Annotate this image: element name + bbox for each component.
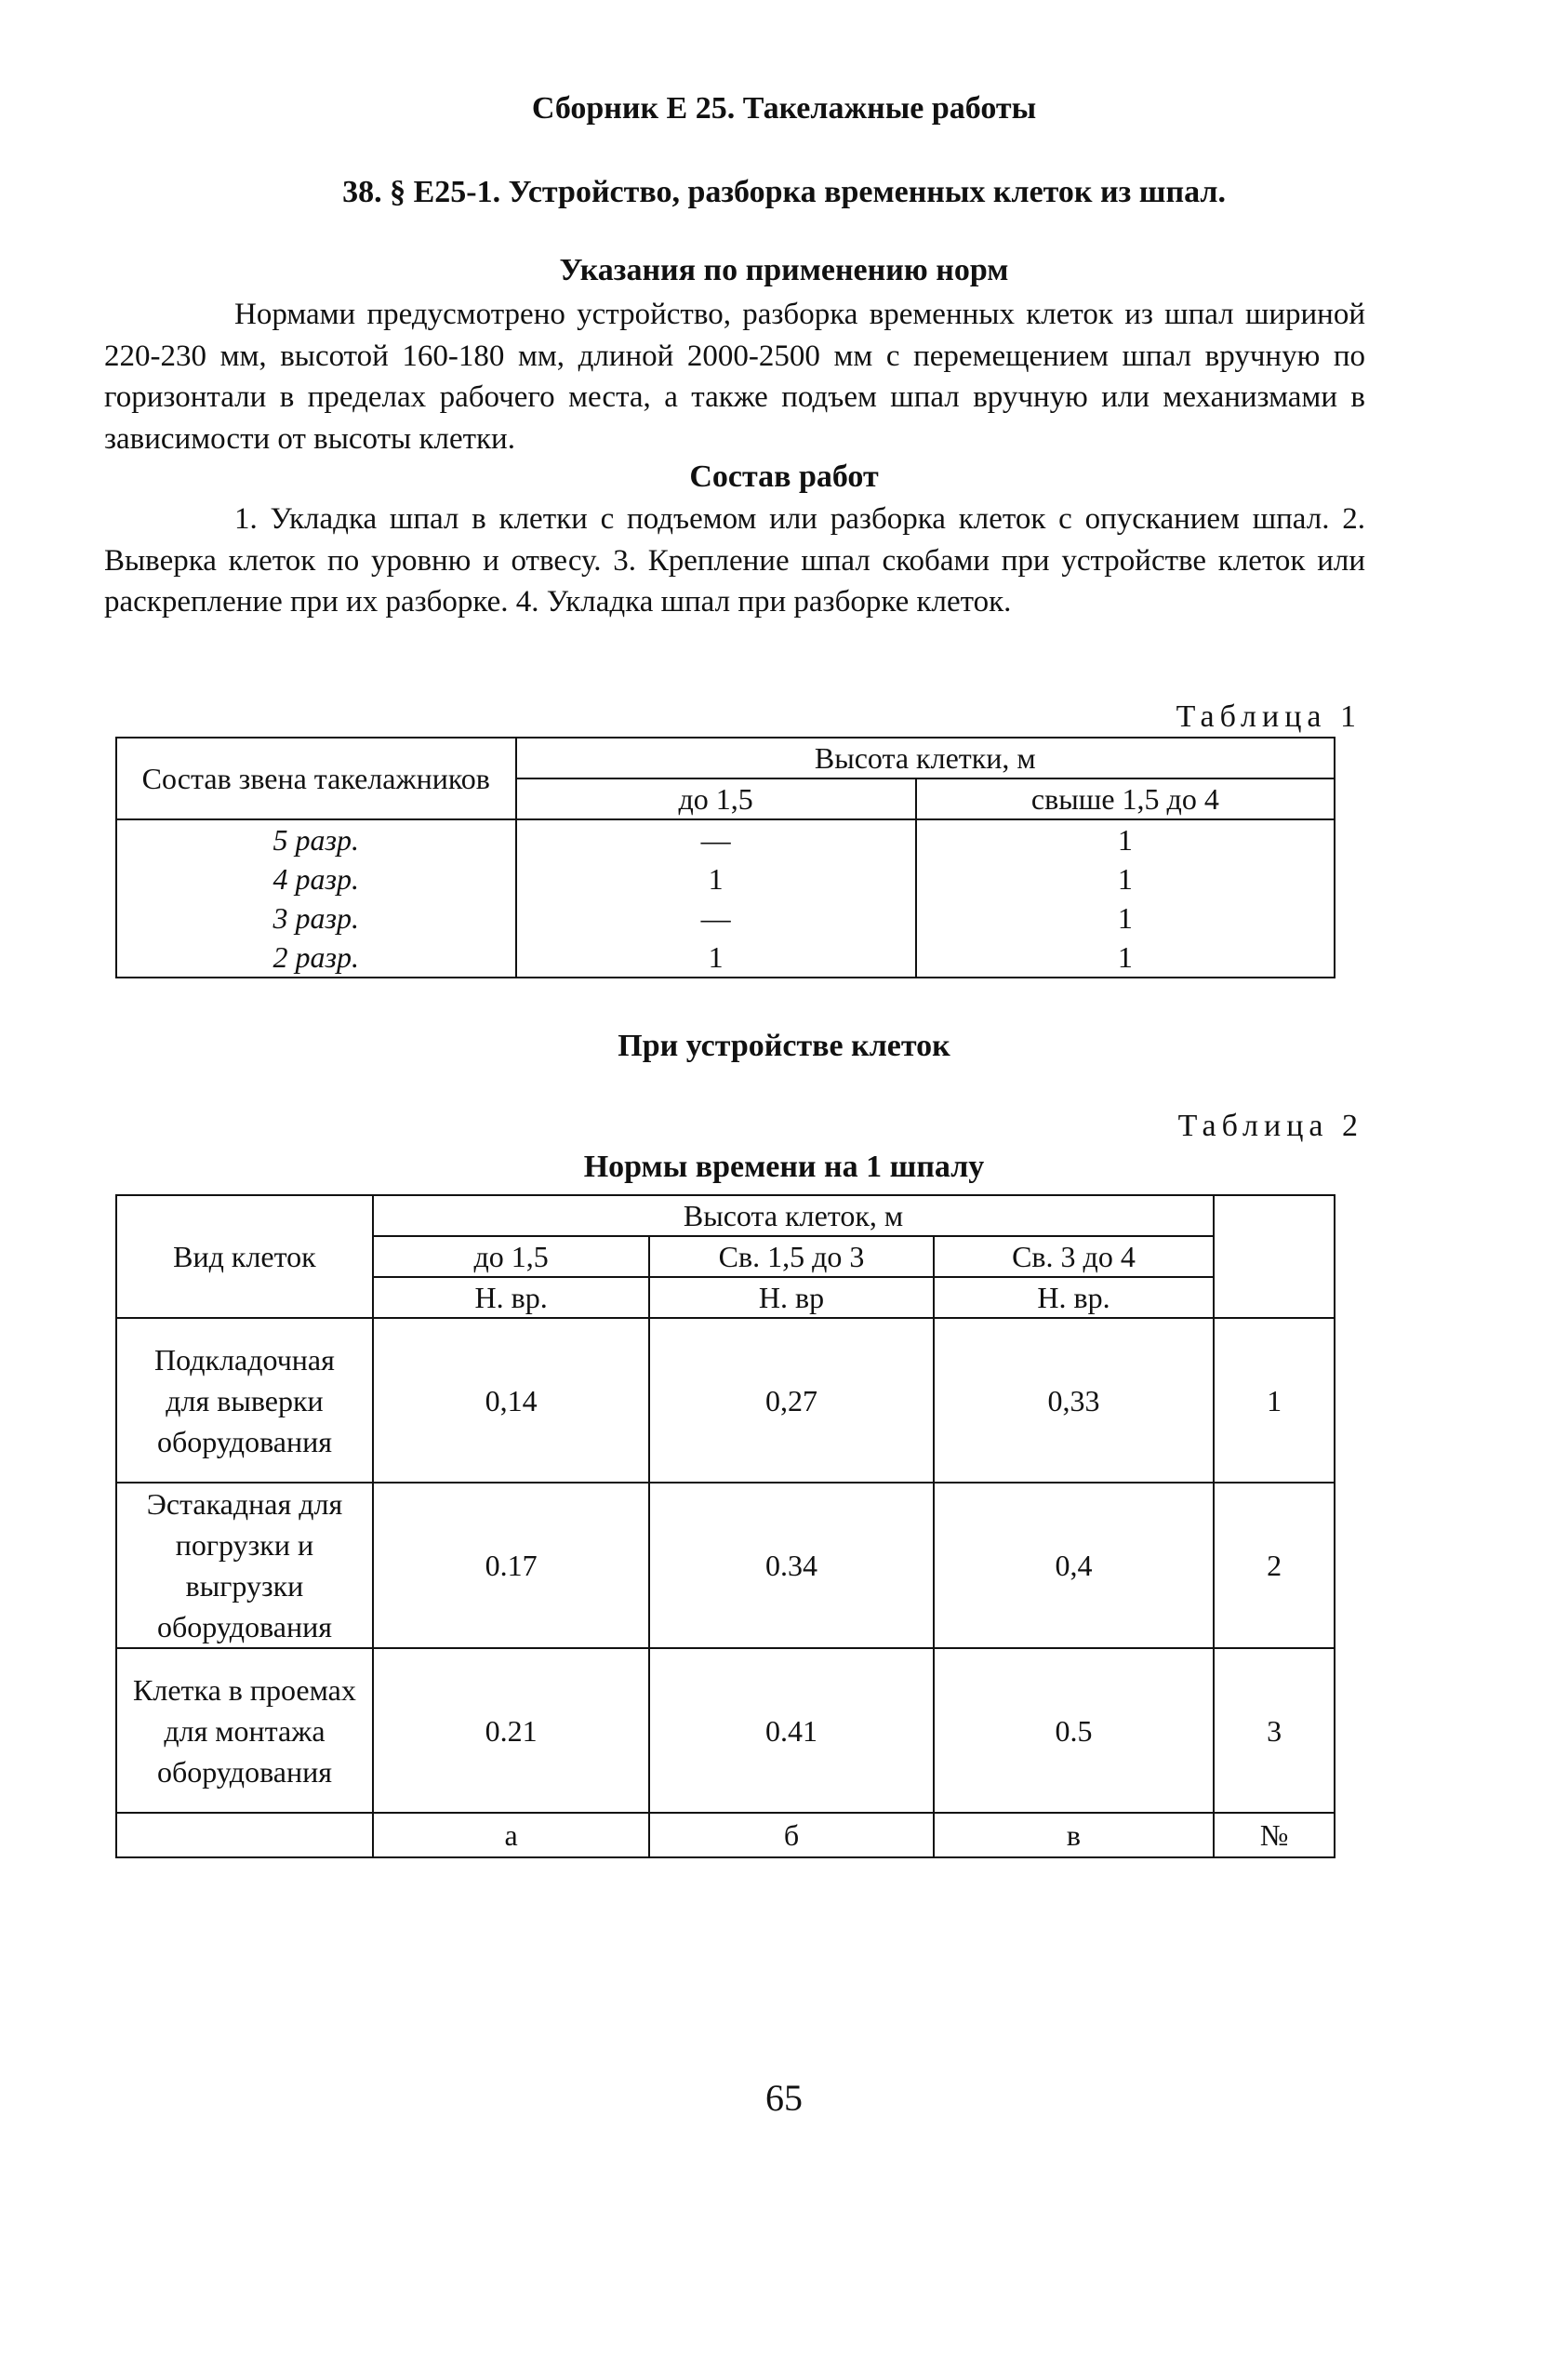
height-column-header: Высота клеток, м [373,1195,1214,1236]
table-row [116,859,1335,898]
footer-col-n: № [1214,1813,1335,1857]
time-norms-table [115,1194,1335,1858]
grade-cell: 5 разр. [116,819,516,859]
unit-b: Н. вр [649,1277,933,1318]
instructions-heading: Указания по применению норм [559,253,1009,287]
footer-col-c: в [934,1813,1214,1857]
footer-col-b: б [649,1813,933,1857]
crew-column-header: Состав звена такелажников [116,738,516,819]
row-number-cell: 2 [1214,1483,1335,1648]
value-cell: 1 [916,819,1335,859]
value-cell: 0.34 [649,1483,933,1648]
table2-label: Таблица 2 [1177,1109,1363,1143]
row-number-cell: 3 [1214,1648,1335,1813]
value-cell: — [516,819,916,859]
height-col-a: до 1,5 [373,1236,649,1277]
subheading: При устройстве клеток [618,1029,950,1063]
height-col-b: свыше 1,5 до 4 [916,778,1335,819]
value-cell: 0.21 [373,1648,649,1813]
height-col-c: Св. 3 до 4 [934,1236,1214,1277]
table-row [116,819,1335,859]
type-cell: Эстакадная для погрузки и выгрузки оборудования [116,1483,373,1648]
grade-cell: 2 разр. [116,938,516,978]
section-title: 38. § Е25-1. Устройство, разборка временных клеток из шпал. [342,175,1226,209]
value-cell: 0,14 [373,1318,649,1483]
value-cell: 1 [916,898,1335,938]
empty-footer-cell [116,1813,373,1857]
height-col-b: Св. 1,5 до 3 [649,1236,933,1277]
value-cell: 1 [916,938,1335,978]
type-column-header: Вид клеток [116,1195,373,1318]
value-cell: 1 [516,859,916,898]
page-number: 65 [765,2077,803,2119]
footer-col-a: а [373,1813,649,1857]
value-cell: 1 [916,859,1335,898]
grade-cell: 4 разр. [116,859,516,898]
value-cell: 0.17 [373,1483,649,1648]
crew-table [115,737,1335,978]
height-column-header: Высота клетки, м [516,738,1335,778]
row-number-cell: 1 [1214,1318,1335,1483]
unit-c: Н. вр. [934,1277,1214,1318]
table2-title: Нормы времени на 1 шпалу [583,1150,985,1184]
table-row [116,1483,1335,1648]
table-row [116,898,1335,938]
height-col-a: до 1,5 [516,778,916,819]
table-row [116,1648,1335,1813]
unit-a: Н. вр. [373,1277,649,1318]
value-cell: — [516,898,916,938]
type-cell: Подкладочная для выверки оборудования [116,1318,373,1483]
type-cell: Клетка в проемах для монтажа оборудования [116,1648,373,1813]
value-cell: 0.5 [934,1648,1214,1813]
work-text: 1. Укладка шпал в клетки с подъемом или разборка клеток с опусканием шпал. 2. Выверка клеток по уровню и отвесу. 3. Крепление шпал скобами при устройстве клеток или раскрепление при их разборке. 4. Укладка шпал при разборке клеток. [104,502,1365,619]
table-footer-row [116,1813,1335,1857]
collection-title: Сборник Е 25. Такелажные работы [531,91,1037,126]
work-heading: Состав работ [689,459,879,494]
value-cell: 1 [516,938,916,978]
instructions-text: Нормами предусмотрено устройство, разборка временных клеток из шпал шириной 220-230 мм, высотой 160-180 мм, длиной 2000-2500 мм с перемещением шпал вручную по горизонтали в пределах рабочего места, а также подъем шпал вручную или механизмами в зависимости от высоты клетки. [104,298,1365,456]
value-cell: 0,27 [649,1318,933,1483]
value-cell: 0.41 [649,1648,933,1813]
empty-header-cell [1214,1195,1335,1318]
value-cell: 0,33 [934,1318,1214,1483]
grade-cell: 3 разр. [116,898,516,938]
table-row [116,1318,1335,1483]
table-row [116,938,1335,978]
value-cell: 0,4 [934,1483,1214,1648]
table1-label: Таблица 1 [1176,699,1362,734]
